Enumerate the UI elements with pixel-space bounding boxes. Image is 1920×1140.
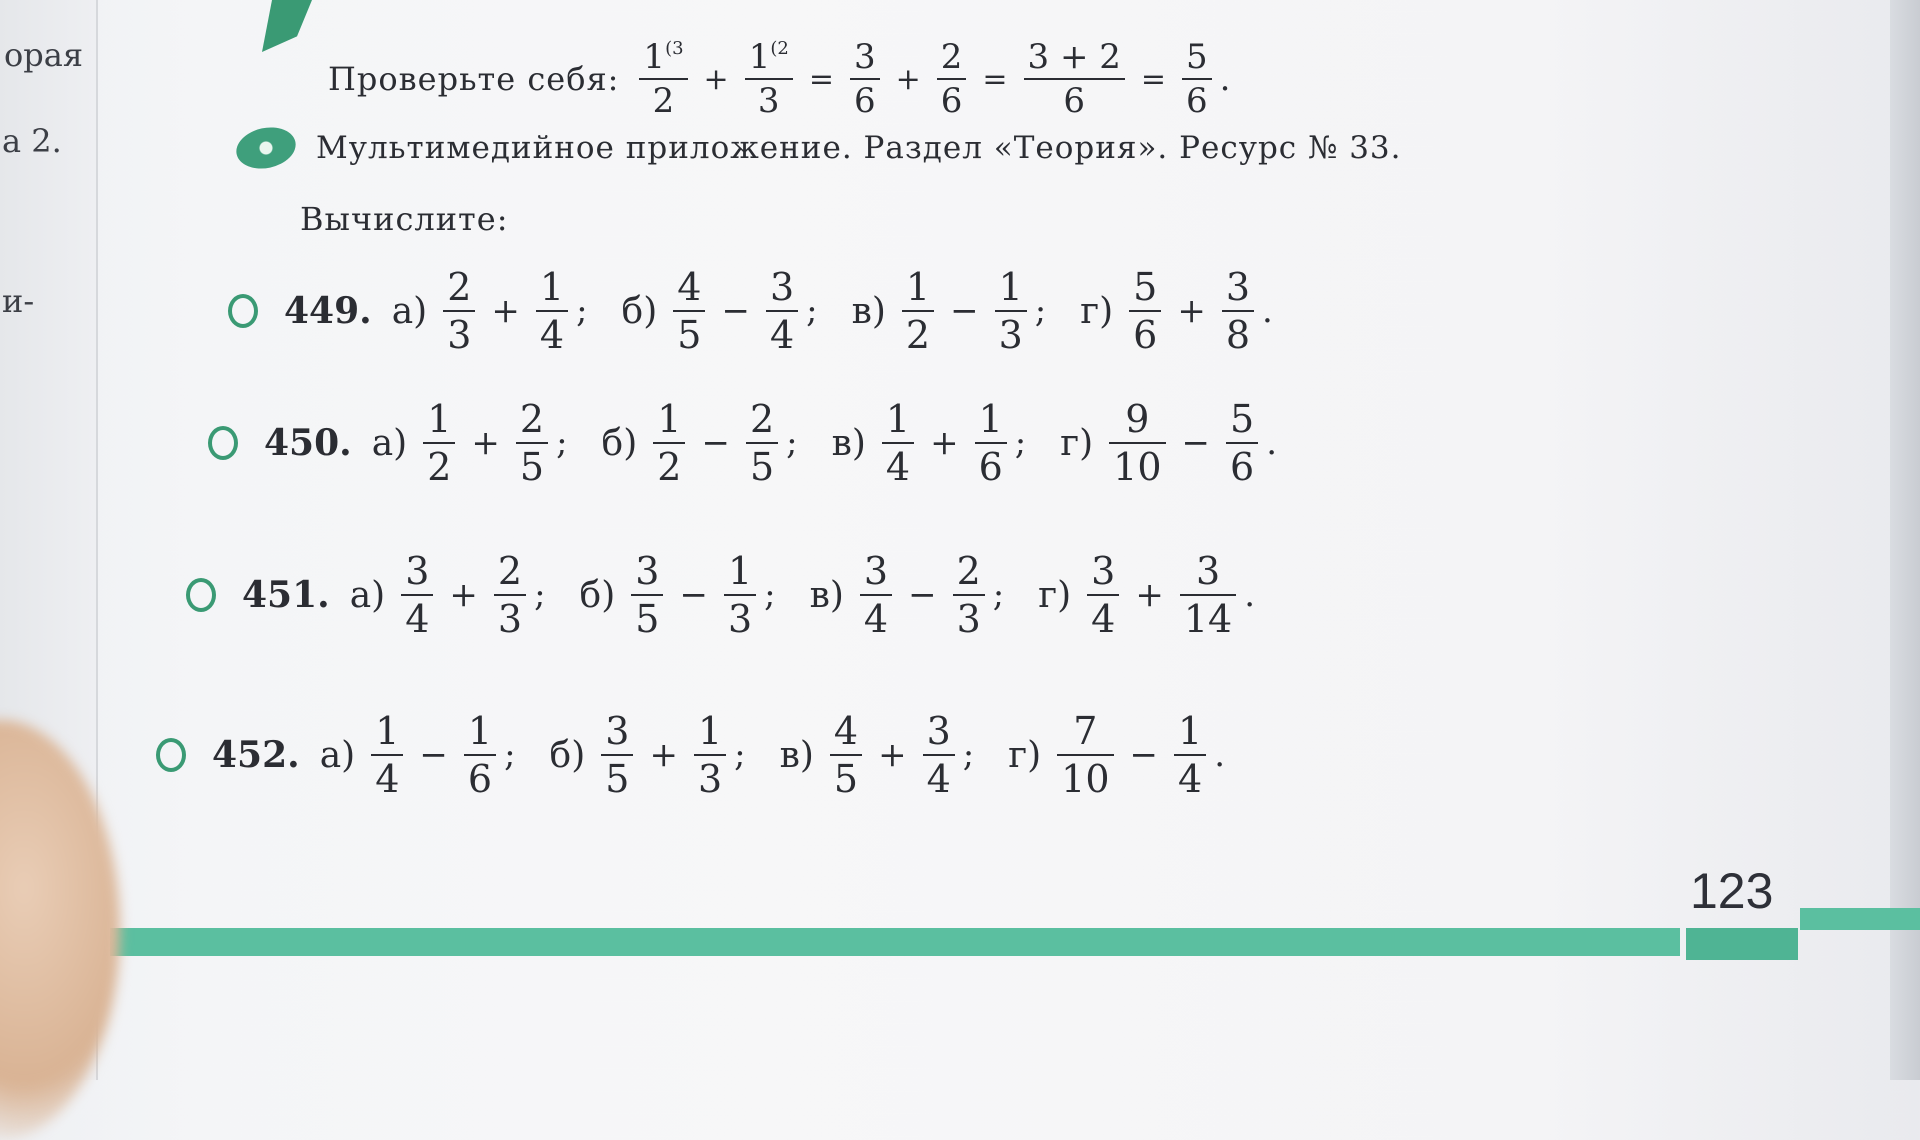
problem-number: 452. bbox=[212, 734, 300, 776]
problem-449 bbox=[228, 265, 1307, 357]
problem-451 bbox=[186, 549, 1289, 641]
fraction: $\frac{1^{(3}}{2}$ bbox=[639, 40, 687, 118]
circle-marker-icon bbox=[156, 738, 186, 772]
plus-sign: + bbox=[703, 61, 729, 97]
problem-452 bbox=[156, 709, 1259, 801]
fraction: $\frac{2}{3}$ bbox=[953, 552, 985, 638]
fraction: $\frac{3}{4}$ bbox=[401, 552, 433, 638]
problem-part: в) $\frac{1}{4}$ + $\frac{1}{6}$ ; bbox=[831, 397, 1027, 489]
problem-part: б) $\frac{1}{2}$ − $\frac{2}{5}$ ; bbox=[601, 397, 798, 489]
fraction: $\frac{3}{14}$ bbox=[1180, 552, 1236, 638]
multimedia-text: Мультимедийное приложение. Раздел «Теория». Ресурс № 33. bbox=[316, 130, 1402, 166]
problem-number: 451. bbox=[242, 574, 330, 616]
equals-sign: = bbox=[808, 61, 834, 97]
fraction: $\frac{1}{6}$ bbox=[464, 712, 496, 798]
check-label: Проверьте себя: bbox=[328, 60, 620, 98]
fraction: $\frac{9}{10}$ bbox=[1109, 400, 1165, 486]
problem-part: а) $\frac{2}{3}$ + $\frac{1}{4}$ ; bbox=[391, 265, 588, 357]
plus-sign: + bbox=[895, 61, 921, 97]
leaf-decoration-icon bbox=[262, 0, 312, 52]
footer-stripe-right bbox=[1800, 908, 1920, 930]
multimedia-reference bbox=[236, 128, 1402, 168]
finger-blur bbox=[0, 720, 120, 1140]
fraction: $\frac{4}{5}$ bbox=[673, 268, 705, 354]
problem-part: г) $\frac{5}{6}$ + $\frac{3}{8}$ . bbox=[1080, 265, 1273, 357]
fraction: $\frac{3}{4}$ bbox=[860, 552, 892, 638]
period: . bbox=[1219, 59, 1231, 99]
fraction: $\frac{2}{3}$ bbox=[494, 552, 526, 638]
equals-sign: = bbox=[1140, 61, 1167, 97]
equals-sign: = bbox=[982, 61, 1008, 97]
problem-part: а) $\frac{1}{2}$ + $\frac{2}{5}$ ; bbox=[371, 397, 568, 489]
fraction: $\frac{1}{4}$ bbox=[1174, 712, 1206, 798]
check-yourself-line bbox=[328, 37, 1231, 121]
fraction: $\frac{2}{5}$ bbox=[746, 400, 778, 486]
problem-part: а) $\frac{1}{4}$ − $\frac{1}{6}$ ; bbox=[319, 709, 516, 801]
problem-part: б) $\frac{3}{5}$ − $\frac{1}{3}$ ; bbox=[579, 549, 776, 641]
footer-stripe-block bbox=[1686, 928, 1798, 960]
fraction: $\frac{7}{10}$ bbox=[1057, 712, 1113, 798]
fraction: $\frac{4}{5}$ bbox=[830, 712, 862, 798]
problem-part: в) $\frac{1}{2}$ − $\frac{1}{3}$ ; bbox=[851, 265, 1047, 357]
left-page-fragment: а 2. bbox=[2, 122, 62, 160]
circle-marker-icon bbox=[208, 426, 238, 460]
problem-part: г) $\frac{7}{10}$ − $\frac{1}{4}$ . bbox=[1008, 709, 1226, 801]
fraction: $\frac{3}{4}$ bbox=[766, 268, 798, 354]
fraction: $\frac{3}{4}$ bbox=[923, 712, 955, 798]
problem-number: 449. bbox=[284, 290, 372, 332]
fraction: $\frac{3 + 2}{6}$ bbox=[1024, 40, 1125, 118]
calculate-heading: Вычислите: bbox=[300, 200, 509, 238]
fraction: $\frac{3}{5}$ bbox=[631, 552, 663, 638]
fraction: $\frac{1}{6}$ bbox=[975, 400, 1007, 486]
problem-part: г) $\frac{9}{10}$ − $\frac{5}{6}$ . bbox=[1060, 397, 1278, 489]
disc-icon bbox=[232, 122, 299, 174]
circle-marker-icon bbox=[228, 294, 258, 328]
page-number: 123 bbox=[1690, 863, 1774, 919]
fraction: $\frac{1^{(2}}{3}$ bbox=[745, 40, 793, 118]
problem-number: 450. bbox=[264, 422, 352, 464]
problem-part: в) $\frac{4}{5}$ + $\frac{3}{4}$ ; bbox=[779, 709, 975, 801]
problem-450 bbox=[208, 397, 1311, 489]
left-page-fragment: и- bbox=[2, 282, 35, 320]
problem-part: а) $\frac{3}{4}$ + $\frac{2}{3}$ ; bbox=[349, 549, 546, 641]
fraction: $\frac{1}{4}$ bbox=[882, 400, 914, 486]
fraction: $\frac{1}{4}$ bbox=[371, 712, 403, 798]
fraction: $\frac{1}{2}$ bbox=[653, 400, 685, 486]
fraction: $\frac{2}{5}$ bbox=[516, 400, 548, 486]
fraction: $\frac{5}{6}$ bbox=[1129, 268, 1161, 354]
fraction: $\frac{1}{3}$ bbox=[724, 552, 756, 638]
fraction: $\frac{2}{3}$ bbox=[443, 268, 475, 354]
problem-part: б) $\frac{4}{5}$ − $\frac{3}{4}$ ; bbox=[621, 265, 818, 357]
fraction: $\frac{1}{3}$ bbox=[694, 712, 726, 798]
footer-stripe bbox=[110, 928, 1680, 956]
fraction: $\frac{3}{6}$ bbox=[850, 40, 880, 118]
left-page-fragment: орая bbox=[4, 36, 84, 74]
fraction: $\frac{3}{5}$ bbox=[601, 712, 633, 798]
fraction: $\frac{3}{8}$ bbox=[1222, 268, 1254, 354]
fraction: $\frac{5}{6}$ bbox=[1226, 400, 1258, 486]
fraction: $\frac{1}{4}$ bbox=[536, 268, 568, 354]
fraction: $\frac{1}{2}$ bbox=[423, 400, 455, 486]
fraction: $\frac{5}{6}$ bbox=[1182, 40, 1212, 118]
circle-marker-icon bbox=[186, 578, 216, 612]
fraction: $\frac{1}{3}$ bbox=[995, 268, 1027, 354]
fraction: $\frac{1}{2}$ bbox=[902, 268, 934, 354]
fraction: $\frac{3}{4}$ bbox=[1087, 552, 1119, 638]
fraction: $\frac{2}{6}$ bbox=[937, 40, 967, 118]
problem-part: в) $\frac{3}{4}$ − $\frac{2}{3}$ ; bbox=[809, 549, 1005, 641]
problem-part: г) $\frac{3}{4}$ + $\frac{3}{14}$ . bbox=[1038, 549, 1256, 641]
problem-part: б) $\frac{3}{5}$ + $\frac{1}{3}$ ; bbox=[549, 709, 746, 801]
